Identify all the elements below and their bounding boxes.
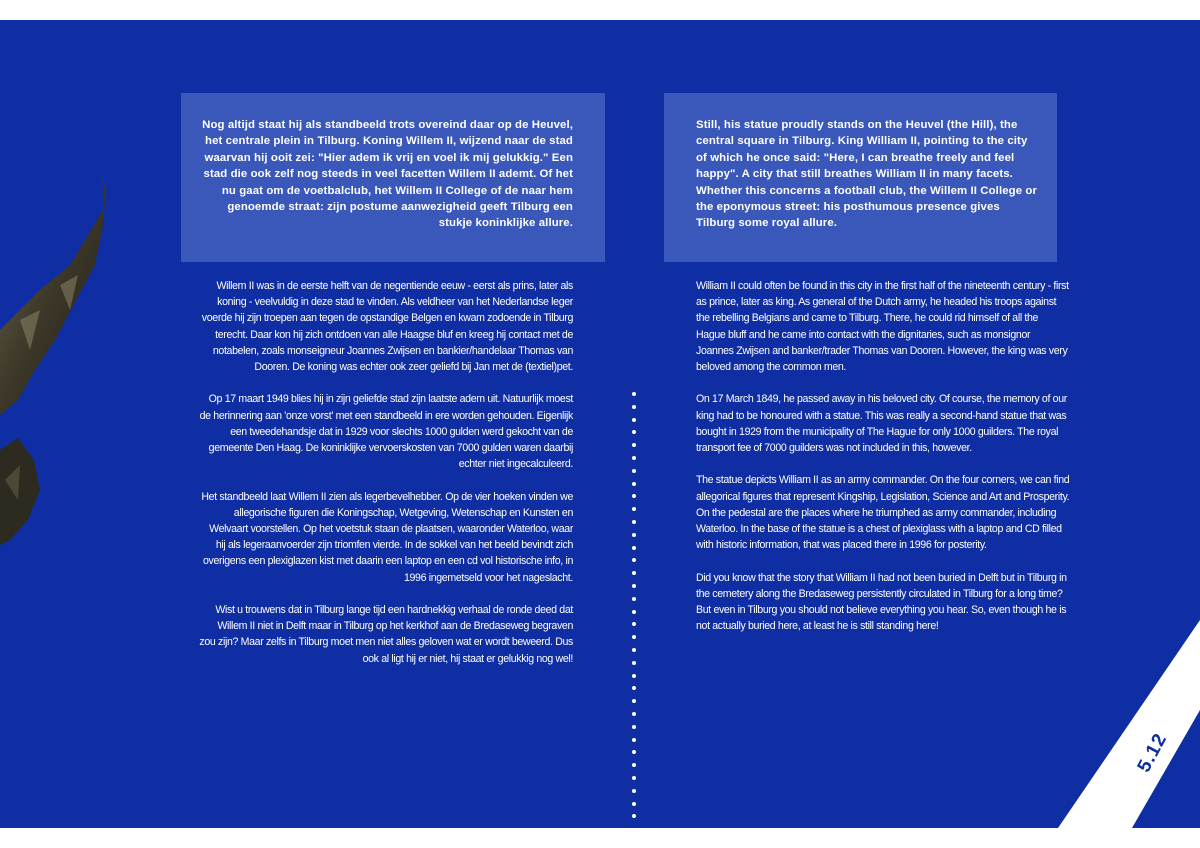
divider-dot [632, 494, 636, 498]
divider-dot [632, 725, 636, 729]
divider-dot [632, 610, 636, 614]
paragraph: Het standbeeld laat Willem II zien als legerbevelhebber. Op de vier hoeken vinden we allegorische figuren die Koningschap, Wetgeving, Wetenschap en Kunsten en Welvaart voorstellen. Op het voetstuk staan de plaatsen, waaronder Waterloo, waar hij als legeraanvoerder zijn triomfen vierde. In de sokkel van het beeld bevindt zich overigens een plexiglazen kist met daarin een laptop en een cd vol historische info, in 1996 ingemetseld voor het nageslacht. [201, 490, 573, 584]
magazine-spread [0, 20, 1200, 828]
paragraph: William II could often be found in this city in the first half of the nineteenth century - first as prince, later as king. As general of the Dutch army, he headed his troops against the rebelling Belgians and came to Tilburg. There, he could rid himself of all the Hague bluff and he came into contact with the dignitaries, such as monsignor Joannes Zwijsen and banker/trader Thomas van Dooren. However, the king was very beloved among the common men. [696, 280, 1069, 374]
divider-dot [632, 686, 636, 690]
divider-dot [632, 802, 636, 806]
divider-dot [632, 661, 636, 665]
paragraph: Willem II was in de eerste helft van de negentiende eeuw - eerst als prins, later als koning - veelvuldig in deze stad te vinden. Als veldheer van het Nederlandse leger voerde hij zijn troepen aan tegen de opstandige Belgen en kwam zodoende in Tilburg terecht. Daar kon hij zich ontdoen van alle Haagse bluf en kreeg hij contact met de notabelen, zoals monseigneur Joannes Zwijsen en bankier/handelaar Thomas van Dooren. De koning was echter ook zeer geliefd bij Jan met de (textiel)pet. [201, 280, 573, 374]
divider-dot [632, 674, 636, 678]
body-dutch [199, 278, 573, 683]
divider-dot [632, 571, 636, 575]
page-number: 5.12 [1133, 729, 1172, 776]
divider-dot [632, 738, 636, 742]
paragraph: The statue depicts William II as an army commander. On the four corners, we can find allegorical figures that represent Kingship, Legislation, Science and Art and Prosperity. On the pedestal are the places where he triumphed as army commander, including Waterloo. In the base of the statue is a chest of plexiglass with a laptop and CD filled with historic information, that was placed there in 1996 for posterity. [696, 474, 1070, 552]
paragraph: Wist u trouwens dat in Tilburg lange tijd een hardnekkig verhaal de ronde deed dat Willem II niet in Delft maar in Tilburg op het kerkhof aan de Bredaseweg begraven zou zijn? Maar zelfs in Tilburg moet men niet alles geloven wat er wordt beweerd. Dus ook al ligt hij er niet, hij staat er gelukkig nog wel! [199, 604, 573, 665]
paragraph: On 17 March 1849, he passed away in his beloved city. Of course, the memory of our king had to be honoured with a statue. This was really a second-hand statue that was bought in 1929 from the municipality of The Hague for only 1000 guilders. The royal transport fee of 7000 guilders was not included in this, however. [696, 393, 1067, 455]
divider-dot [632, 712, 636, 716]
divider-dot [632, 789, 636, 793]
divider-dot [632, 533, 636, 537]
divider-dot [632, 392, 636, 396]
divider-dot [632, 482, 636, 486]
paragraph: Did you know that the story that William II had not been buried in Delft but in Tilburg in the cemetery along the Bredaseweg persistently circulated in Tilburg for a long time? But even in Tilburg you should not believe everything you hear. So, even though he is not actually buried here, at least he is still standing here! [696, 571, 1067, 633]
divider-dot [632, 443, 636, 447]
divider-dot [632, 430, 636, 434]
divider-dot [632, 456, 636, 460]
divider-dot [632, 507, 636, 511]
divider-dot [632, 648, 636, 652]
divider-dot [632, 635, 636, 639]
divider-dot [632, 469, 636, 473]
dotted-divider [627, 392, 641, 828]
divider-dot [632, 418, 636, 422]
divider-dot [632, 584, 636, 588]
divider-dot [632, 520, 636, 524]
divider-dot [632, 597, 636, 601]
divider-dot [632, 558, 636, 562]
divider-dot [632, 546, 636, 550]
intro-dutch: Nog altijd staat hij als standbeeld trots overeind daar op de Heuvel, het centrale plein in Tilburg. Koning Willem II, wijzend naar de stad waarvan hij ooit zei: "Hier adem ik vrij en voel ik mij gelukkig." Een stad die ook zelf nog steeds in veel facetten Willem II ademt. Of het nu gaat om de voetbalclub, het Willem II College of de naar hem genoemde straat: zijn postume aanwezigheid geeft Tilburg een stukje koninklijke allure. [181, 93, 605, 262]
divider-dot [632, 763, 636, 767]
divider-dot [632, 814, 636, 818]
body-english [696, 278, 1070, 651]
divider-dot [632, 405, 636, 409]
divider-dot [632, 699, 636, 703]
divider-dot [632, 750, 636, 754]
divider-dot [632, 622, 636, 626]
intro-english: Still, his statue proudly stands on the Heuvel (the Hill), the central square in Tilburg. King William II, pointing to the city of which he once said: "Here, I can breathe freely and feel happy". A city that still breathes William II in many facets. Whether this concerns a football club, the Willem II College or the eponymous street: his posthumous presence gives Tilburg some royal allure. [664, 93, 1057, 262]
paragraph: Op 17 maart 1949 blies hij in zijn geliefde stad zijn laatste adem uit. Natuurlijk moest de herinnering aan 'onze vorst' met een standbeeld in ere worden gehouden. Eigenlijk een tweedehandsje dat in 1929 voor slechts 1000 gulden werd gekocht van de gemeente Den Haag. De koninklijke vervoerskosten van 7000 gulden waren daarbij echter niet ingecalculeerd. [199, 393, 573, 471]
divider-dot [632, 776, 636, 780]
